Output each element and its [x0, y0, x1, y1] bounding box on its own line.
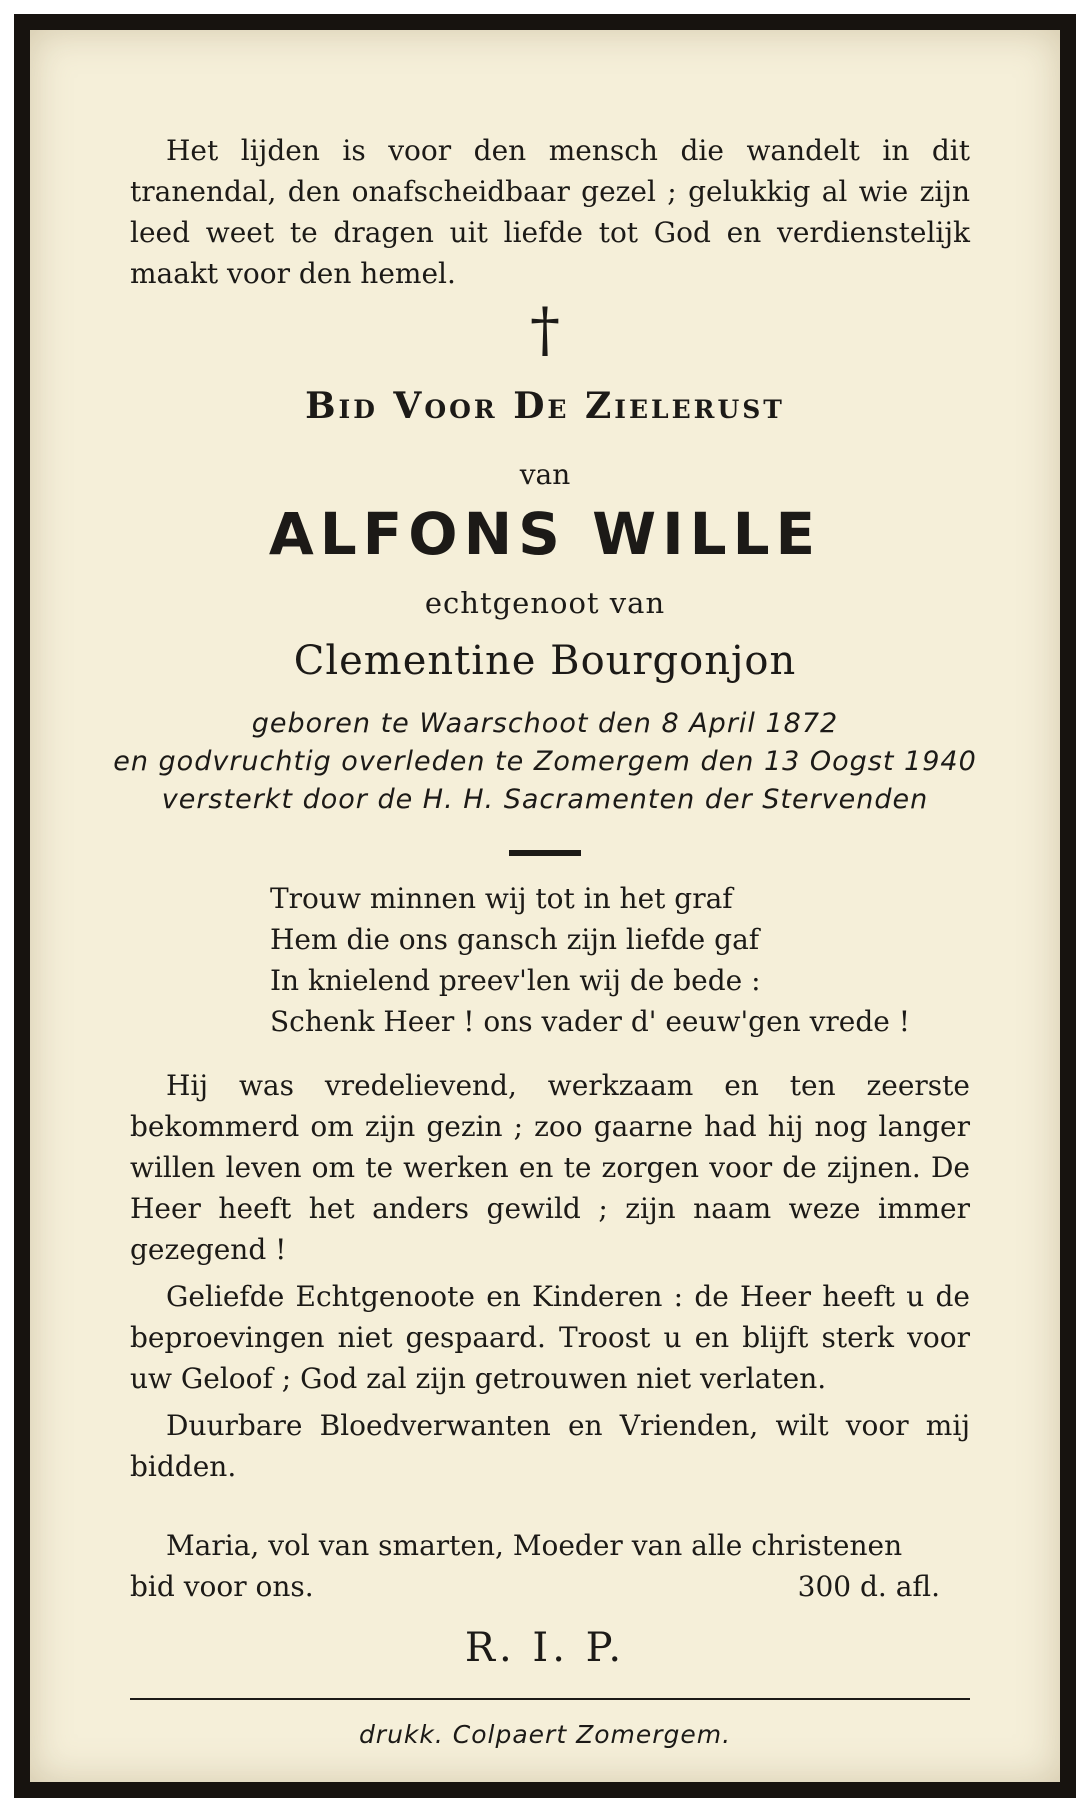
- birth-line: geboren te Waarschoot den 8 April 1872: [251, 708, 839, 739]
- divider: [509, 850, 581, 856]
- indulgence-note: 300 d. afl.: [797, 1570, 940, 1603]
- spouse-name: Clementine Bourgonjon: [293, 638, 797, 684]
- death-line: en godvruchtig overleden te Zomergem den 13 Oogst 1940: [113, 746, 977, 777]
- footer-rule: [130, 1698, 970, 1700]
- van-label: van: [519, 458, 571, 491]
- intro-text: Het lijden is voor den mensch die wandelt in dit tranendal, den onafscheidbaar gezel ; gelukkig al wie zijn leed weet te dragen uit liefde tot God en verdienstelijk maakt voor den hemel.: [130, 134, 970, 290]
- maria-prayer: [130, 1525, 970, 1607]
- poem: [270, 878, 910, 1042]
- rip-text: R. I. P.: [464, 1625, 626, 1671]
- sacraments-line: versterkt door de H. H. Sacramenten der Stervenden: [161, 784, 929, 815]
- maria-bottom-row: [130, 1566, 970, 1607]
- cross-icon: †: [530, 295, 560, 365]
- body-text: [130, 1065, 970, 1493]
- poem-line: In knielend preev'len wij de bede :: [270, 964, 761, 997]
- prayer-heading: Bid Voor De Zielerust: [305, 385, 785, 427]
- body-paragraph: Geliefde Echtgenoote en Kinderen : de Heer heeft u de beproevingen niet gespaard. Troost u en blijft sterk voor uw Geloof ; God zal zijn getrouwen niet verlaten.: [130, 1280, 970, 1395]
- card-paper: [30, 30, 1060, 1782]
- memorial-card: [14, 14, 1076, 1798]
- body-paragraph: Duurbare Bloedverwanten en Vrienden, wilt voor mij bidden.: [130, 1409, 970, 1483]
- poem-line: Schenk Heer ! ons vader d' eeuw'gen vrede !: [270, 1005, 911, 1038]
- body-paragraph: Hij was vredelievend, werkzaam en ten zeerste bekommerd om zijn gezin ; zoo gaarne had hij nog langer willen leven om te werken en te zorgen voor de zijnen. De Heer heeft het anders gewild ; zijn naam weze immer gezegend !: [130, 1069, 970, 1266]
- maria-line: bid voor ons.: [130, 1570, 314, 1603]
- intro-paragraph: [130, 130, 970, 294]
- poem-line: Hem die ons gansch zijn liefde gaf: [270, 923, 760, 956]
- poem-line: Trouw minnen wij tot in het graf: [270, 882, 733, 915]
- spouse-of-label: echtgenoot van: [424, 586, 666, 620]
- maria-line: Maria, vol van smarten, Moeder van alle christenen: [166, 1529, 903, 1562]
- deceased-name: ALFONS WILLE: [268, 500, 822, 568]
- printer-credit: drukk. Colpaert Zomergem.: [358, 1720, 732, 1749]
